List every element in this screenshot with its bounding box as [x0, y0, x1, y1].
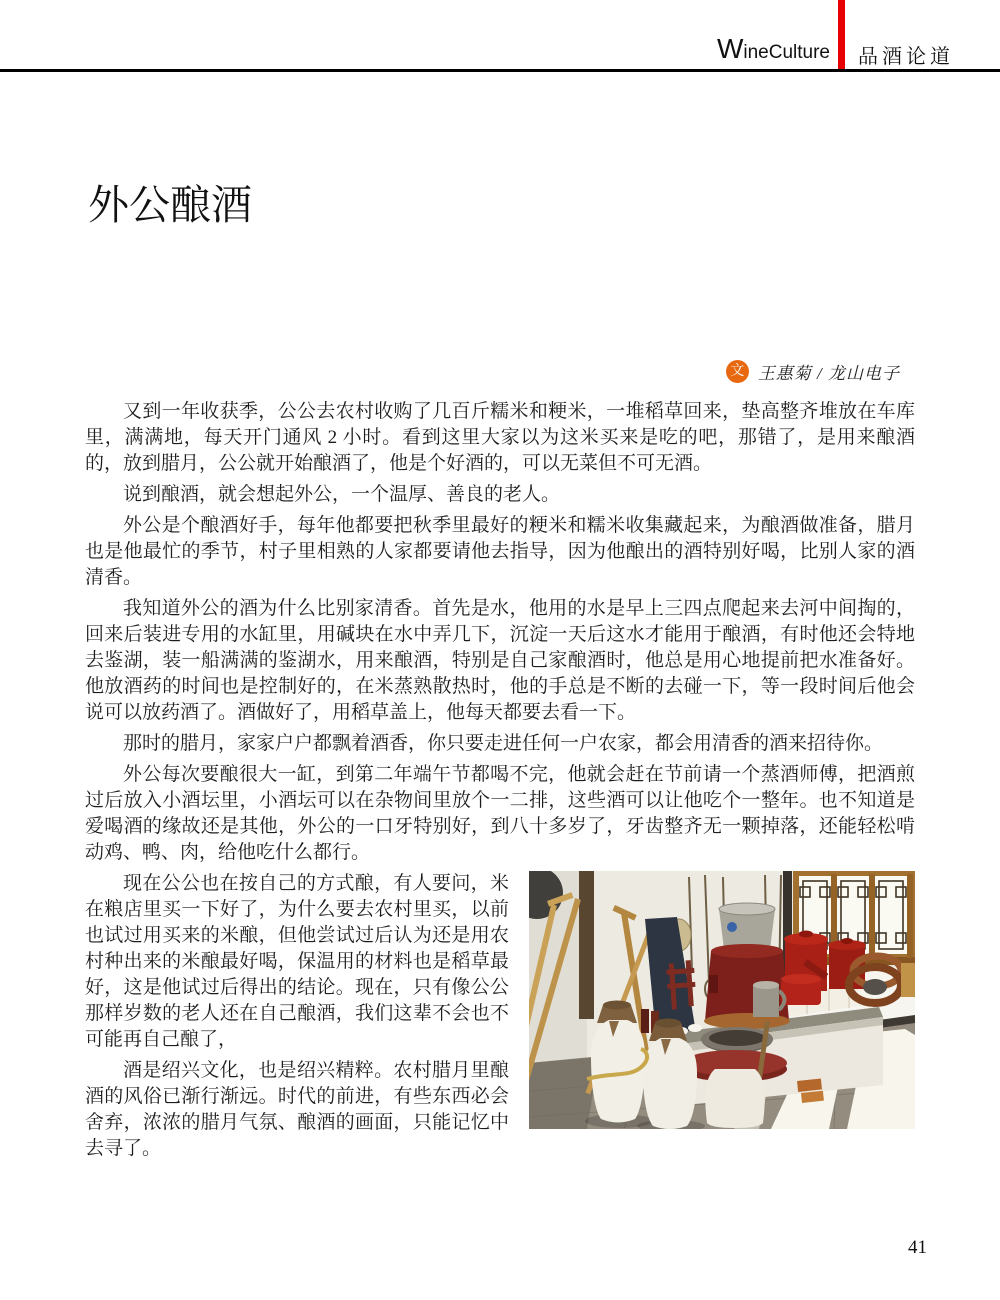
magazine-brand [0, 34, 830, 64]
paragraph: 我知道外公的酒为什么比别家清香。首先是水，他用的水是早上三四点爬起来去河中间掏的，回来后装进专用的水缸里，用碱块在水中弄几下，沉淀一天后这水才能用于酿酒，有时他还会特地去鉴湖，装一船满满的鉴湖水，用来酿酒，特别是自己家酿酒时，他总是用心地提前把水准备好。他放酒药的时间也是控制好的，在米蒸熟散热时，他的手总是不断的去碰一下，等一段时间后他会说可以放药酒了。酒做好了，用稻草盖上，他每天都要去看一下。 [85, 598, 915, 723]
header-accent-bar [838, 0, 845, 71]
brand-rest: ineCulture [743, 42, 830, 63]
paragraph: 那时的腊月，家家户户都飘着酒香，你只要走进任何一户农家，都会用清香的酒来招待你。 [123, 733, 884, 754]
paragraph: 外公每次要酿很大一缸，到第二年端午节都喝不完，他就会赶在节前请一个蒸酒师傅，把酒煎过后放入小酒坛里，小酒坛可以在杂物间里放个一二排，这些酒可以让他吃个一整年。也不知道是爱喝酒的缘故还是其他，外公的一口牙特别好，到八十多岁了，牙齿整齐无一颗掉落，还能轻松啃动鸡、鸭、肉，给他吃什么都行。 [85, 764, 915, 863]
brewing-room-photo [529, 871, 915, 1129]
page-number: 41 [908, 1237, 927, 1258]
two-column-section [85, 871, 915, 1167]
section-label: 品酒论道 [858, 46, 954, 68]
paragraph: 酒是绍兴文化，也是绍兴精粹。农村腊月里酿酒的风俗已渐行渐远。时代的前进，有些东西必会舍弃，浓浓的腊月气氛、酿酒的画面，只能记忆中去寻了。 [85, 1060, 509, 1159]
header-rule [0, 69, 1000, 72]
author-badge-icon: 文 [726, 360, 749, 383]
paragraph: 说到酿酒，就会想起外公，一个温厚、善良的老人。 [123, 484, 561, 505]
brewing-room-photo-svg [529, 871, 915, 1129]
article-body [85, 399, 915, 1167]
left-column [85, 871, 509, 1167]
byline-credit: 王惠菊 / 龙山电子 [757, 364, 900, 383]
paragraph: 现在公公也在按自己的方式酿，有人要问，米在粮店里买一下好了，为什么要去农村里买，以前也试过用买来的米酿，但他尝试过后认为还是用农村种出来的米酿最好喝，保温用的材料也是稻草最好，这是他试过后得出的结论。现在，只有像公公那样岁数的老人还在自己酿酒，我们这辈不会也不可能再自己酿了， [85, 873, 509, 1050]
article-title: 外公酿酒 [88, 182, 252, 228]
byline [726, 359, 900, 384]
brand-initial: W [716, 33, 744, 64]
paragraph: 外公是个酿酒好手，每年他都要把秋季里最好的粳米和糯米收集藏起来，为酿酒做准备，腊月也是他最忙的季节，村子里相熟的人家都要请他去指导，因为他酿出的酒特别好喝，比别人家的酒清香。 [85, 515, 915, 588]
paragraph: 又到一年收获季，公公去农村收购了几百斤糯米和粳米，一堆稻草回来，垫高整齐堆放在车库里，满满地，每天开门通风 2 小时。看到这里大家以为这米买来是吃的吧，那错了，是用来酿酒的，放到腊月，公公就开始酿酒了，他是个好酒的，可以无菜但不可无酒。 [85, 401, 915, 474]
